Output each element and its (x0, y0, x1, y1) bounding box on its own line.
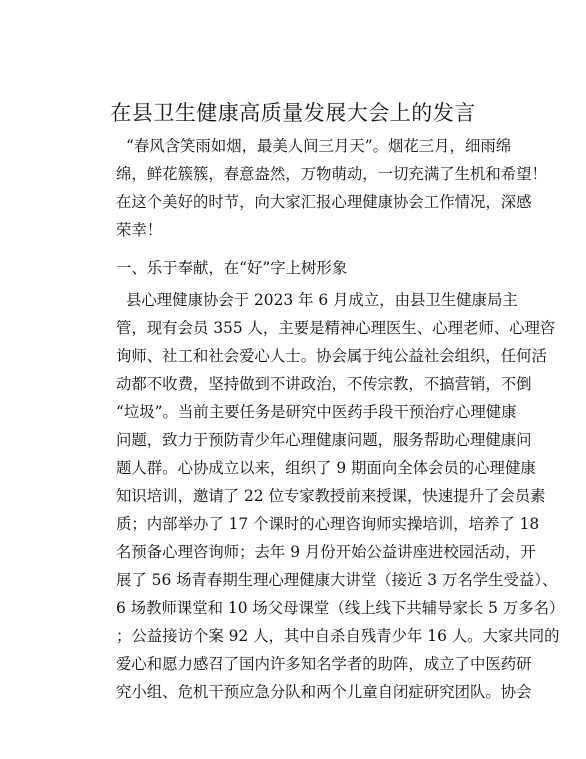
paragraph-line: 6 场教师课堂和 10 场父母课堂（线上线下共辅导家长 5 万多名） (116, 599, 565, 617)
paragraph-line: 名预备心理咨询师；去年 9 月份开始公益讲座进校园活动，开 (116, 543, 536, 561)
paragraph-line: 荣幸！ (116, 221, 163, 239)
document-title: 在县卫生健康高质量发展大会上的发言 (110, 101, 476, 125)
paragraph-line: 绵，鲜花簇簇，春意盎然，万物萌动，一切充满了生机和希望！ (116, 165, 547, 183)
paragraph-line: “垃圾”。当前主要任务是研究中医药手段干预治疗心理健康 (116, 403, 517, 421)
paragraph-line: “春风含笑雨如烟，最美人间三月天”。烟花三月，细雨绵 (126, 137, 512, 155)
paragraph-line: 管，现有会员 355 人，主要是精神心理医生、心理老师、心理咨 (116, 319, 556, 337)
paragraph-line: 知识培训，邀请了 22 位专家教授前来授课，快速提升了会员素 (116, 487, 546, 505)
paragraph-line: 县心理健康协会于 2023 年 6 月成立，由县卫生健康局主 (126, 291, 518, 309)
section-heading: 一、乐于奉献，在“好”字上树形象 (116, 259, 348, 277)
paragraph-line: 究小组、危机干预应急分队和两个儿童自闭症研究团队。协会 (116, 683, 532, 701)
paragraph-line: 问题，致力于预防青少年心理健康问题，服务帮助心理健康问 (116, 431, 532, 449)
paragraph-line: 题人群。心协成立以来，组织了 9 期面向全体会员的心理健康 (116, 459, 536, 477)
paragraph-line: 质；内部举办了 17 个课时的心理咨询师实操培训，培养了 18 (116, 515, 540, 533)
paragraph-line: 展了 56 场青春期生理心理健康大讲堂（接近 3 万名学生受益）、 (116, 571, 558, 589)
paragraph-line: 询师、社工和社会爱心人士。协会属于纯公益社会组织，任何活 (116, 347, 547, 365)
paragraph-line: ；公益接访个案 92 人，其中自杀自残青少年 16 人。大家共同的 (116, 627, 560, 645)
paragraph-line: 动都不收费，坚持做到不讲政治，不传宗教，不搞营销，不倒 (116, 375, 532, 393)
paragraph-line: 在这个美好的时节，向大家汇报心理健康协会工作情况，深感 (116, 193, 532, 211)
paragraph-line: 爱心和愿力感召了国内许多知名学者的助阵，成立了中医药研 (116, 655, 532, 673)
